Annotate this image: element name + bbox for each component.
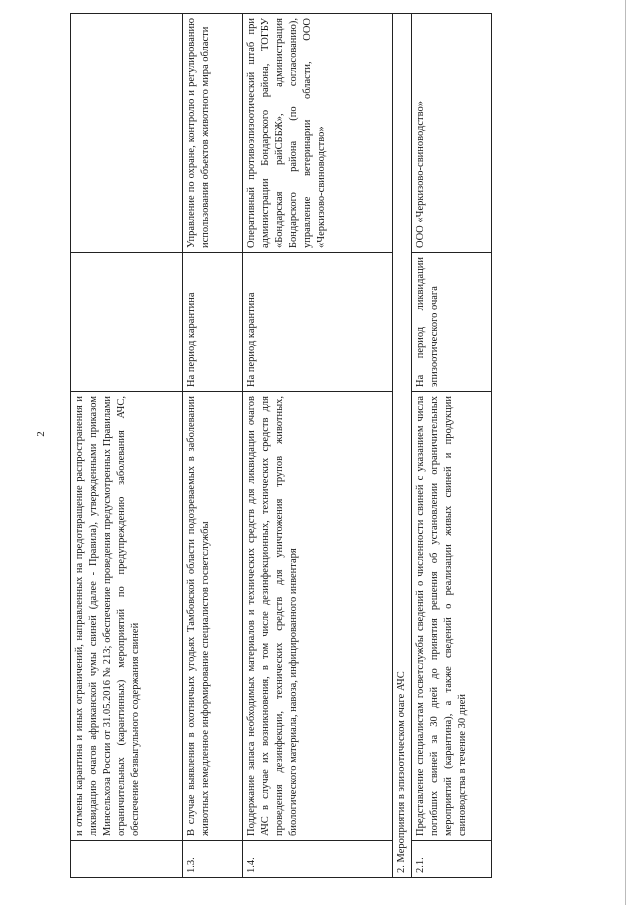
measure-text: В случае выявления в охотничьих угодьях Тамбовской области подозреваемых в заболевании животных немедленное информирование специалистов госветслужбы <box>183 392 243 841</box>
executor-text <box>71 14 183 253</box>
executor-text: ООО «Черкизово-свиноводство» <box>412 14 492 253</box>
executor-text: Управление по охране, контролю и регулированию использования объектов животного мира области <box>183 14 243 253</box>
measures-table <box>70 13 492 878</box>
term-text: На период карантина <box>243 253 393 392</box>
measure-text: Поддержание запаса необходимых материалов и технических средств для ликвидации очагов АЧС в случае их возникновения, в том числе дезинфекционных, технических средств для проведения дезинфекции, технических средств для уничтожения трупов животных, биологического материала, навоза, инфицированного инвентаря <box>243 392 393 841</box>
measure-text: и отмены карантина и иных ограничений, направленных на предотвращение распространения и ликвидацию очагов африканской чумы свиней (далее - Правила), утвержденными приказом Минсельхоза России от 31.05.2016 № 213; обеспечение проведения предусмотренных Правилами ограничительных (карантинных) мероприятий по предупреждению заболевания АЧС, обеспечение безвыгульного содержания свиней <box>71 392 183 841</box>
scan-edge-line <box>625 0 626 905</box>
rotated-table-container <box>70 18 530 878</box>
page-number: 2 <box>34 431 47 437</box>
measure-text: Представление специалистам госветслужбы сведений о численности свиней с указанием числа погибших свиней за 30 дней до принятия решения об установлении ограничительных мероприятий (карантина), а также сведений о реализации живых свиней и продукции свиноводства в течение 30 дней <box>412 392 492 841</box>
row-number: 1.3. <box>183 841 243 878</box>
table-row <box>71 14 183 878</box>
table-row <box>243 14 393 878</box>
executor-text: Оперативный противоэпизоотический штаб при администрации Бондарского района, ТОГБУ «Бондарская райСББЖ», администрация Бондарского района (по согласованию), управление ветеринарии области, ООО «Черкизово-свиноводство» <box>243 14 393 253</box>
row-number <box>71 841 183 878</box>
term-text: На период ликвидации эпизоотического очага <box>412 253 492 392</box>
term-text: На период карантина <box>183 253 243 392</box>
section-header: 2. Мероприятия в эпизоотическом очаге АЧС <box>393 14 412 878</box>
table-row <box>183 14 243 878</box>
table-row <box>412 14 492 878</box>
section-header-row <box>393 14 412 878</box>
row-number: 1.4. <box>243 841 393 878</box>
row-number: 2.1. <box>412 841 492 878</box>
term-text <box>71 253 183 392</box>
